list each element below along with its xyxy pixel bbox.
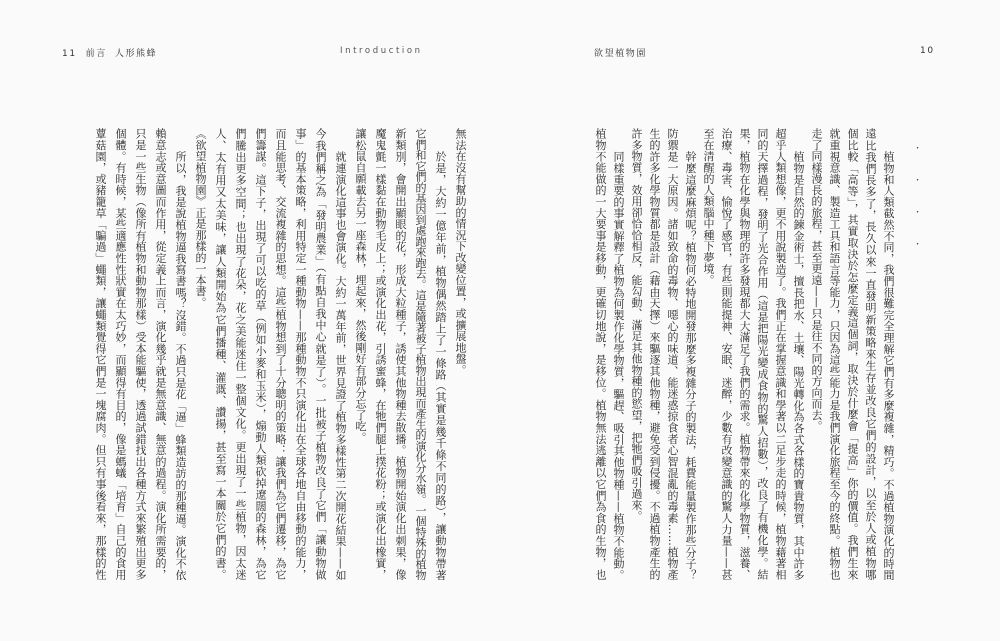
text-line: 蕈菇園，或豬籠草「騙過」蠅類，讓蠅類覺得它們是一塊腐肉。但只有事後看來，那樣的性 (94, 128, 107, 580)
text-line: 植物和人類截然不同，我們很難完全理解它們有多麼複雜，精巧。不過植物演化的時間 (882, 150, 895, 580)
text-line: 同的天擇過程，發明了光合作用（這是把陽光變成食物的驚人招數），改良了有機化學。結 (756, 128, 769, 580)
text-line: 無法在沒有幫助的情況下改變位置，或擴展地盤。 (454, 128, 467, 376)
running-head: Introduction (340, 46, 423, 56)
text-line: 只是一些生物（像所有植物和動物那樣）受本能驅使，透過試錯找出各種方式來繁殖出更多 (134, 128, 147, 580)
text-line: 許多物質，效用卻恰恰相反，能勾動、滿足其他物種的慾望，把牠們吸引過來。 (630, 128, 643, 522)
text-line: 們籌謀。這下子，出現了可以吃的草（例如小麥和玉米），煽動人類砍掉遼闊的森林，為它 (254, 128, 267, 580)
text-line: 至在清醒的人類腦中種下夢境。 (702, 128, 715, 286)
text-line: 植物是自然的鍊金術士，擅長把水、土壤、陽光轉化為各式各樣的寶貴物質，其中許多 (792, 150, 805, 580)
text-line: 們騰出更多空間；也出現了花朵，花之美能迷住一整個文化。更出現了一些植物，因太迷 (234, 128, 247, 580)
section-ornament: ．．．． (907, 146, 920, 280)
text-line: 生的許多化學物質都是設計（藉由天擇）來驅逐其他物種，避免受到侵擾。不過植物產生的 (648, 128, 661, 580)
right-page-number: 10 (920, 46, 935, 56)
text-line: 防禦是一大原因。諸如致命的毒物、噁心的味道、能迷惑掠食者心智混亂的毒素……植物產 (666, 128, 679, 580)
book-title: 欲望植物園 (594, 49, 648, 59)
chapter-title: 人形熊蜂 (114, 49, 158, 59)
text-line: 個體。有時候，某些適應性性狀實在太巧妙，而顯得有目的，像是螞蟻「培育」自己的食用 (114, 128, 127, 580)
text-line: 而且能思考、交流複雜的思想。這些植物想到了十分聰明的策略：讓我們為它們遷移，為它 (274, 128, 287, 580)
text-line: 《欲望植物園》正是那樣的一本書。 (194, 128, 207, 308)
text-line: 果，植物在化學與物理的許多發現都大大滿足了我們的需求。植物帶來的化學物質，滋養、 (738, 128, 751, 580)
text-line: 它們和它們的基因到處跑來跑去。這是隨著被子植物出現而產生的演化分水嶺。一個特殊的植物 (414, 128, 427, 580)
text-line: 幹麼這麼麻煩呢？植物何必特地開發那麼多複雜分子的製法，耗費能量製作那些分子？ (684, 150, 697, 580)
text-line: 就重視意識、製造工具和語言等能力，只因為這些能力是我們演化旅程至今的終點。植物也 (828, 128, 841, 580)
right-page-body (591, 128, 897, 580)
text-line: 魔鬼氈一樣黏在動物毛皮上；或演化出花，引誘蜜蜂，在牠們腿上撲花粉；或演化出橡實， (374, 128, 387, 580)
text-line: 所以，我是說植物逼我寫書嗎？沒錯。不過只是花「逼」蜂類造訪的那種逼。演化不依 (174, 150, 187, 580)
text-line: 賴意志或意圖而作用，從定義上而言，演化幾乎就是無意識、無意的過程。演化所需要的， (154, 128, 167, 580)
text-line: 植物不能做的一大要事是移動，更確切地說，是移位。植物無法逃離以它們為食的生物，也 (594, 128, 607, 580)
text-line: 個比較「高等」，其實取決於怎麼定義這個詞，取決於什麼會「提高」你的價值。我們生來 (846, 128, 859, 580)
text-line: 今我們稱之為「發明農業」（有點自我中心就是了）。一批被子植物改良了它們「讓動物做 (314, 128, 327, 580)
left-page-number: 11 (62, 49, 77, 59)
section-label: 前言 (85, 49, 107, 59)
text-line: 人、太有用又太美味，讓人類開始為它們播種、灌溉、讚揚，甚至寫一本關於它們的書。 (214, 128, 227, 580)
text-line: 同樣重要的事實解釋了植物為何製作化學物質，驅趕、吸引其他物種——植物不能動。 (612, 150, 625, 580)
text-line: 治療、毒害、愉悅了感官，有些則能提神、安眠、迷醉，少數有改變意識的驚人力量——甚 (720, 128, 733, 580)
text-line: 遠比我們長多了，長久以來一直發明新策略來生存並改良它們的設計，以至於人或植物哪 (864, 128, 877, 580)
text-line: 於是，大約一億年前，植物偶然踏上了一條路（其實是幾千條不同的路），讓動物帶著 (434, 150, 447, 580)
text-line: 走了同樣漫長的旅程，甚至更遠——只是往不同的方向而去。 (810, 128, 823, 432)
text-line: 超乎人類想像，更不用說製造了。我們正在掌握意識和學著以二足步走的時候，植物藉著相 (774, 128, 787, 580)
text-line: 就連演化這事也會演化。大約一萬年前，世界見證了植物多樣性第二次開花結果——如 (334, 150, 347, 580)
text-line: 事」的基本策略，利用特定一種動物——那種動物不只演化出在全球各地自由移動的能力， (294, 128, 307, 580)
left-page-header (62, 46, 157, 59)
left-page-body (90, 128, 470, 580)
text-line: 新類別，會開出顯眼的花，形成大粒種子，誘使其他物種去散播。植物開始演化出刺果，像 (394, 128, 407, 580)
text-line: 讓松鼠自願載去另一座森林，埋起來，然後剛好有部分忘了吃。 (354, 128, 367, 443)
